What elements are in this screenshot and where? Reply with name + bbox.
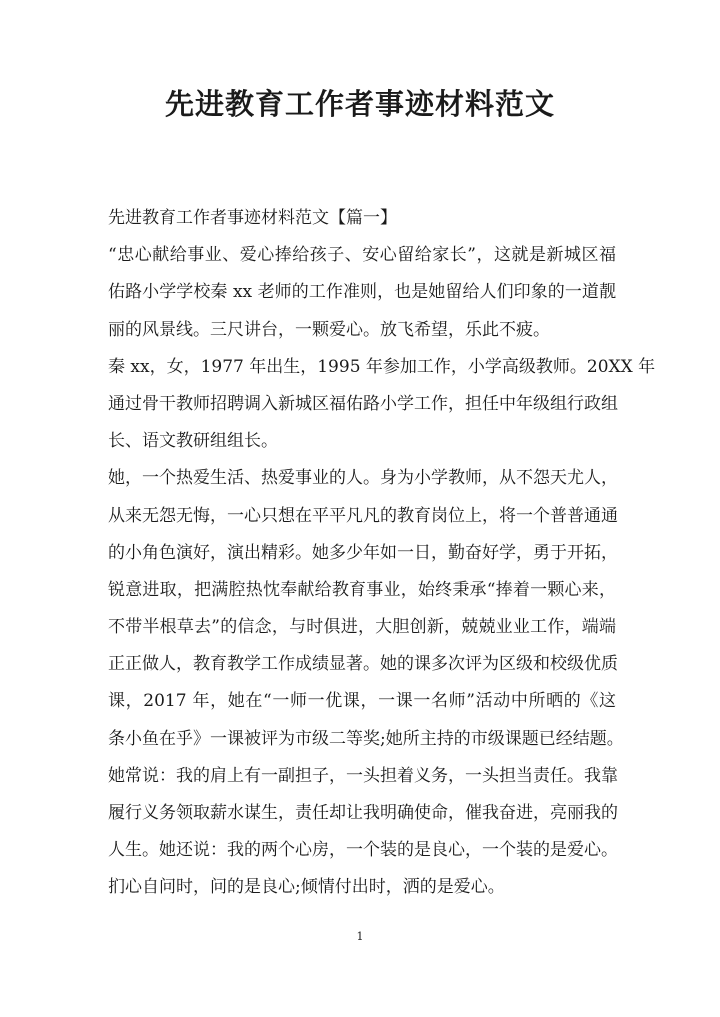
document-title: 先进教育工作者事迹材料范文 xyxy=(164,87,555,121)
paragraph-3-line-11: 人生。她还说：我的两个心房，一个装的是良心，一个装的是爱心。 xyxy=(108,840,618,861)
paragraph-1-line-3: 丽的风景线。三尺讲台，一颗爱心。放飞希望，乐此不疲。 xyxy=(108,319,550,340)
paragraph-3-line-1: 她，一个热爱生活、热爱事业的人。身为小学教师，从不怨天尤人， xyxy=(108,468,618,489)
paragraph-3-line-8: 条小鱼在乎》一课被评为市级二等奖;她所主持的市级课题已经结题。 xyxy=(108,728,624,749)
document-body xyxy=(108,200,656,907)
paragraph-3-line-7: 课，2017 年，她在“一师一优课，一课一名师”活动中所晒的《这 xyxy=(108,691,616,712)
paragraph-2-line-1: 秦 xx，女，1977 年出生，1995 年参加工作，小学高级教师。20XX 年 xyxy=(108,356,656,377)
paragraph-3-line-10: 履行义务领取薪水谋生，责任却让我明确使命，催我奋进，亮丽我的 xyxy=(108,803,618,823)
paragraph-3-line-3: 的小角色演好，演出精彩。她多少年如一日，勤奋好学，勇于开拓， xyxy=(108,542,618,563)
page-number: 1 xyxy=(356,930,364,943)
paragraph-2-line-2: 通过骨干教师招聘调入新城区福佑路小学工作，担任中年级组行政组 xyxy=(108,393,618,414)
section-heading: 先进教育工作者事迹材料范文【篇一】 xyxy=(108,208,397,228)
paragraph-3-line-12: 扪心自问时，问的是良心;倾情付出时，洒的是爱心。 xyxy=(108,877,505,898)
paragraph-3-line-2: 从来无怨无悔，一心只想在平平凡凡的教育岗位上，将一个普普通通 xyxy=(108,505,618,526)
paragraph-2-line-3: 长、语文教研组组长。 xyxy=(108,431,278,452)
paragraph-3-line-4: 锐意进取，把满腔热忱奉献给教育事业，始终秉承“捧着一颗心来， xyxy=(108,579,616,600)
paragraph-3-line-9: 她常说：我的肩上有一副担子，一头担着义务，一头担当责任。我靠 xyxy=(108,765,618,786)
paragraph-1-line-1: “忠心献给事业、爱心捧给孩子、安心留给家长”，这就是新城区福 xyxy=(108,245,616,266)
paragraph-3-line-5: 不带半根草去”的信念，与时俱进，大胆创新，兢兢业业工作，端端 xyxy=(108,617,616,638)
paragraph-3-line-6: 正正做人，教育教学工作成绩显著。她的课多次评为区级和校级优质 xyxy=(108,654,618,675)
paragraph-1-line-2: 佑路小学学校秦 xx 老师的工作准则，也是她留给人们印象的一道靓 xyxy=(108,282,616,303)
